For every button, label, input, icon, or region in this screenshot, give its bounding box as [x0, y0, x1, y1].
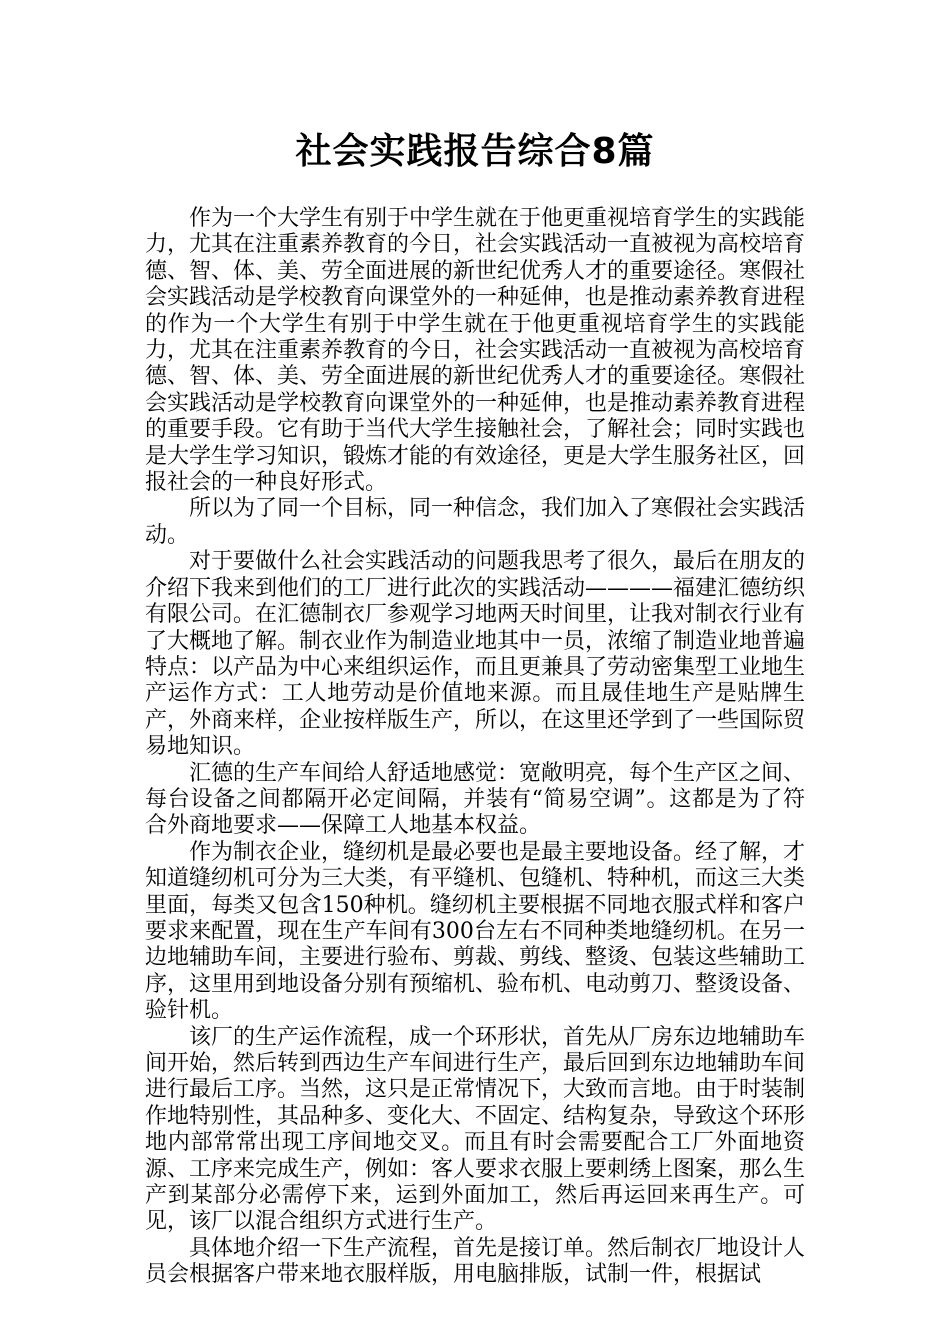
paragraph: 对于要做什么社会实践活动的问题我思考了很久，最后在朋友的介绍下我来到他们的工厂进行此次的实践活动————福建汇德纺织有限公司。在汇德制衣厂参观学习地两天时间里，让我对制衣行业有了大概地了解。制衣业作为制造业地其中一员，浓缩了制造业地普遍特点：以产品为中心来组织运作，而且更兼具了劳动密集型工业地生产运作方式：工人地劳动是价值地来源。而且晟佳地生产是贴牌生产，外商来样，企业按样版生产，所以，在这里还学到了一些国际贸易地知识。 [145, 549, 806, 760]
paragraph: 该厂的生产运作流程，成一个环形状，首先从厂房东边地辅助车间开始，然后转到西边生产车间进行生产，最后回到东边地辅助车间进行最后工序。当然，这只是正常情况下，大致而言地。由于时装制作地特别性，其品种多、变化大、不固定、结构复杂，导致这个环形地内部常常出现工序间地交叉。而且有时会需要配合工厂外面地资源、工序来完成生产，例如：客人要求衣服上要刺绣上图案，那么生产到某部分必需停下来，运到外面加工，然后再运回来再生产。可见，该厂以混合组织方式进行生产。 [145, 1024, 806, 1235]
paragraph: 作为制衣企业，缝纫机是最必要也是最主要地设备。经了解，才知道缝纫机可分为三大类，有平缝机、包缝机、特种机，而这三大类里面，每类又包含150种机。缝纫机主要根据不同地衣服式样和客户要求来配置，现在生产车间有300台左右不同种类地缝纫机。在另一边地辅助车间，主要进行验布、剪裁、剪线、整烫、包装这些辅助工序，这里用到地设备分别有预缩机、验布机、电动剪刀、整烫设备、验针机。 [145, 839, 806, 1024]
document-body [145, 206, 805, 1289]
paragraph: 所以为了同一个目标，同一种信念，我们加入了寒假社会实践活动。 [145, 496, 806, 548]
paragraph: 汇德的生产车间给人舒适地感觉：宽敞明亮，每个生产区之间、每台设备之间都隔开必定间隔，并装有“简易空调”。这都是为了符合外商地要求——保障工人地基本权益。 [145, 760, 806, 839]
document-title: 社会实践报告综合8篇 [295, 131, 655, 172]
paragraph: 作为一个大学生有别于中学生就在于他更重视培育学生的实践能力，尤其在注重素养教育的今日，社会实践活动一直被视为高校培育德、智、体、美、劳全面进展的新世纪优秀人才的重要途径。寒假社会实践活动是学校教育向课堂外的一种延伸，也是推动素养教育进程的作为一个大学生有别于中学生就在于他更重视培育学生的实践能力，尤其在注重素养教育的今日，社会实践活动一直被视为高校培育德、智、体、美、劳全面进展的新世纪优秀人才的重要途径。寒假社会实践活动是学校教育向课堂外的一种延伸，也是推动素养教育进程的重要手段。它有助于当代大学生接触社会，了解社会；同时实践也是大学生学习知识，锻炼才能的有效途径，更是大学生服务社区，回报社会的一种良好形式。 [145, 206, 806, 496]
paragraph: 具体地介绍一下生产流程，首先是接订单。然后制衣厂地设计人员会根据客户带来地衣服样版，用电脑排版，试制一件，根据试 [145, 1235, 806, 1288]
